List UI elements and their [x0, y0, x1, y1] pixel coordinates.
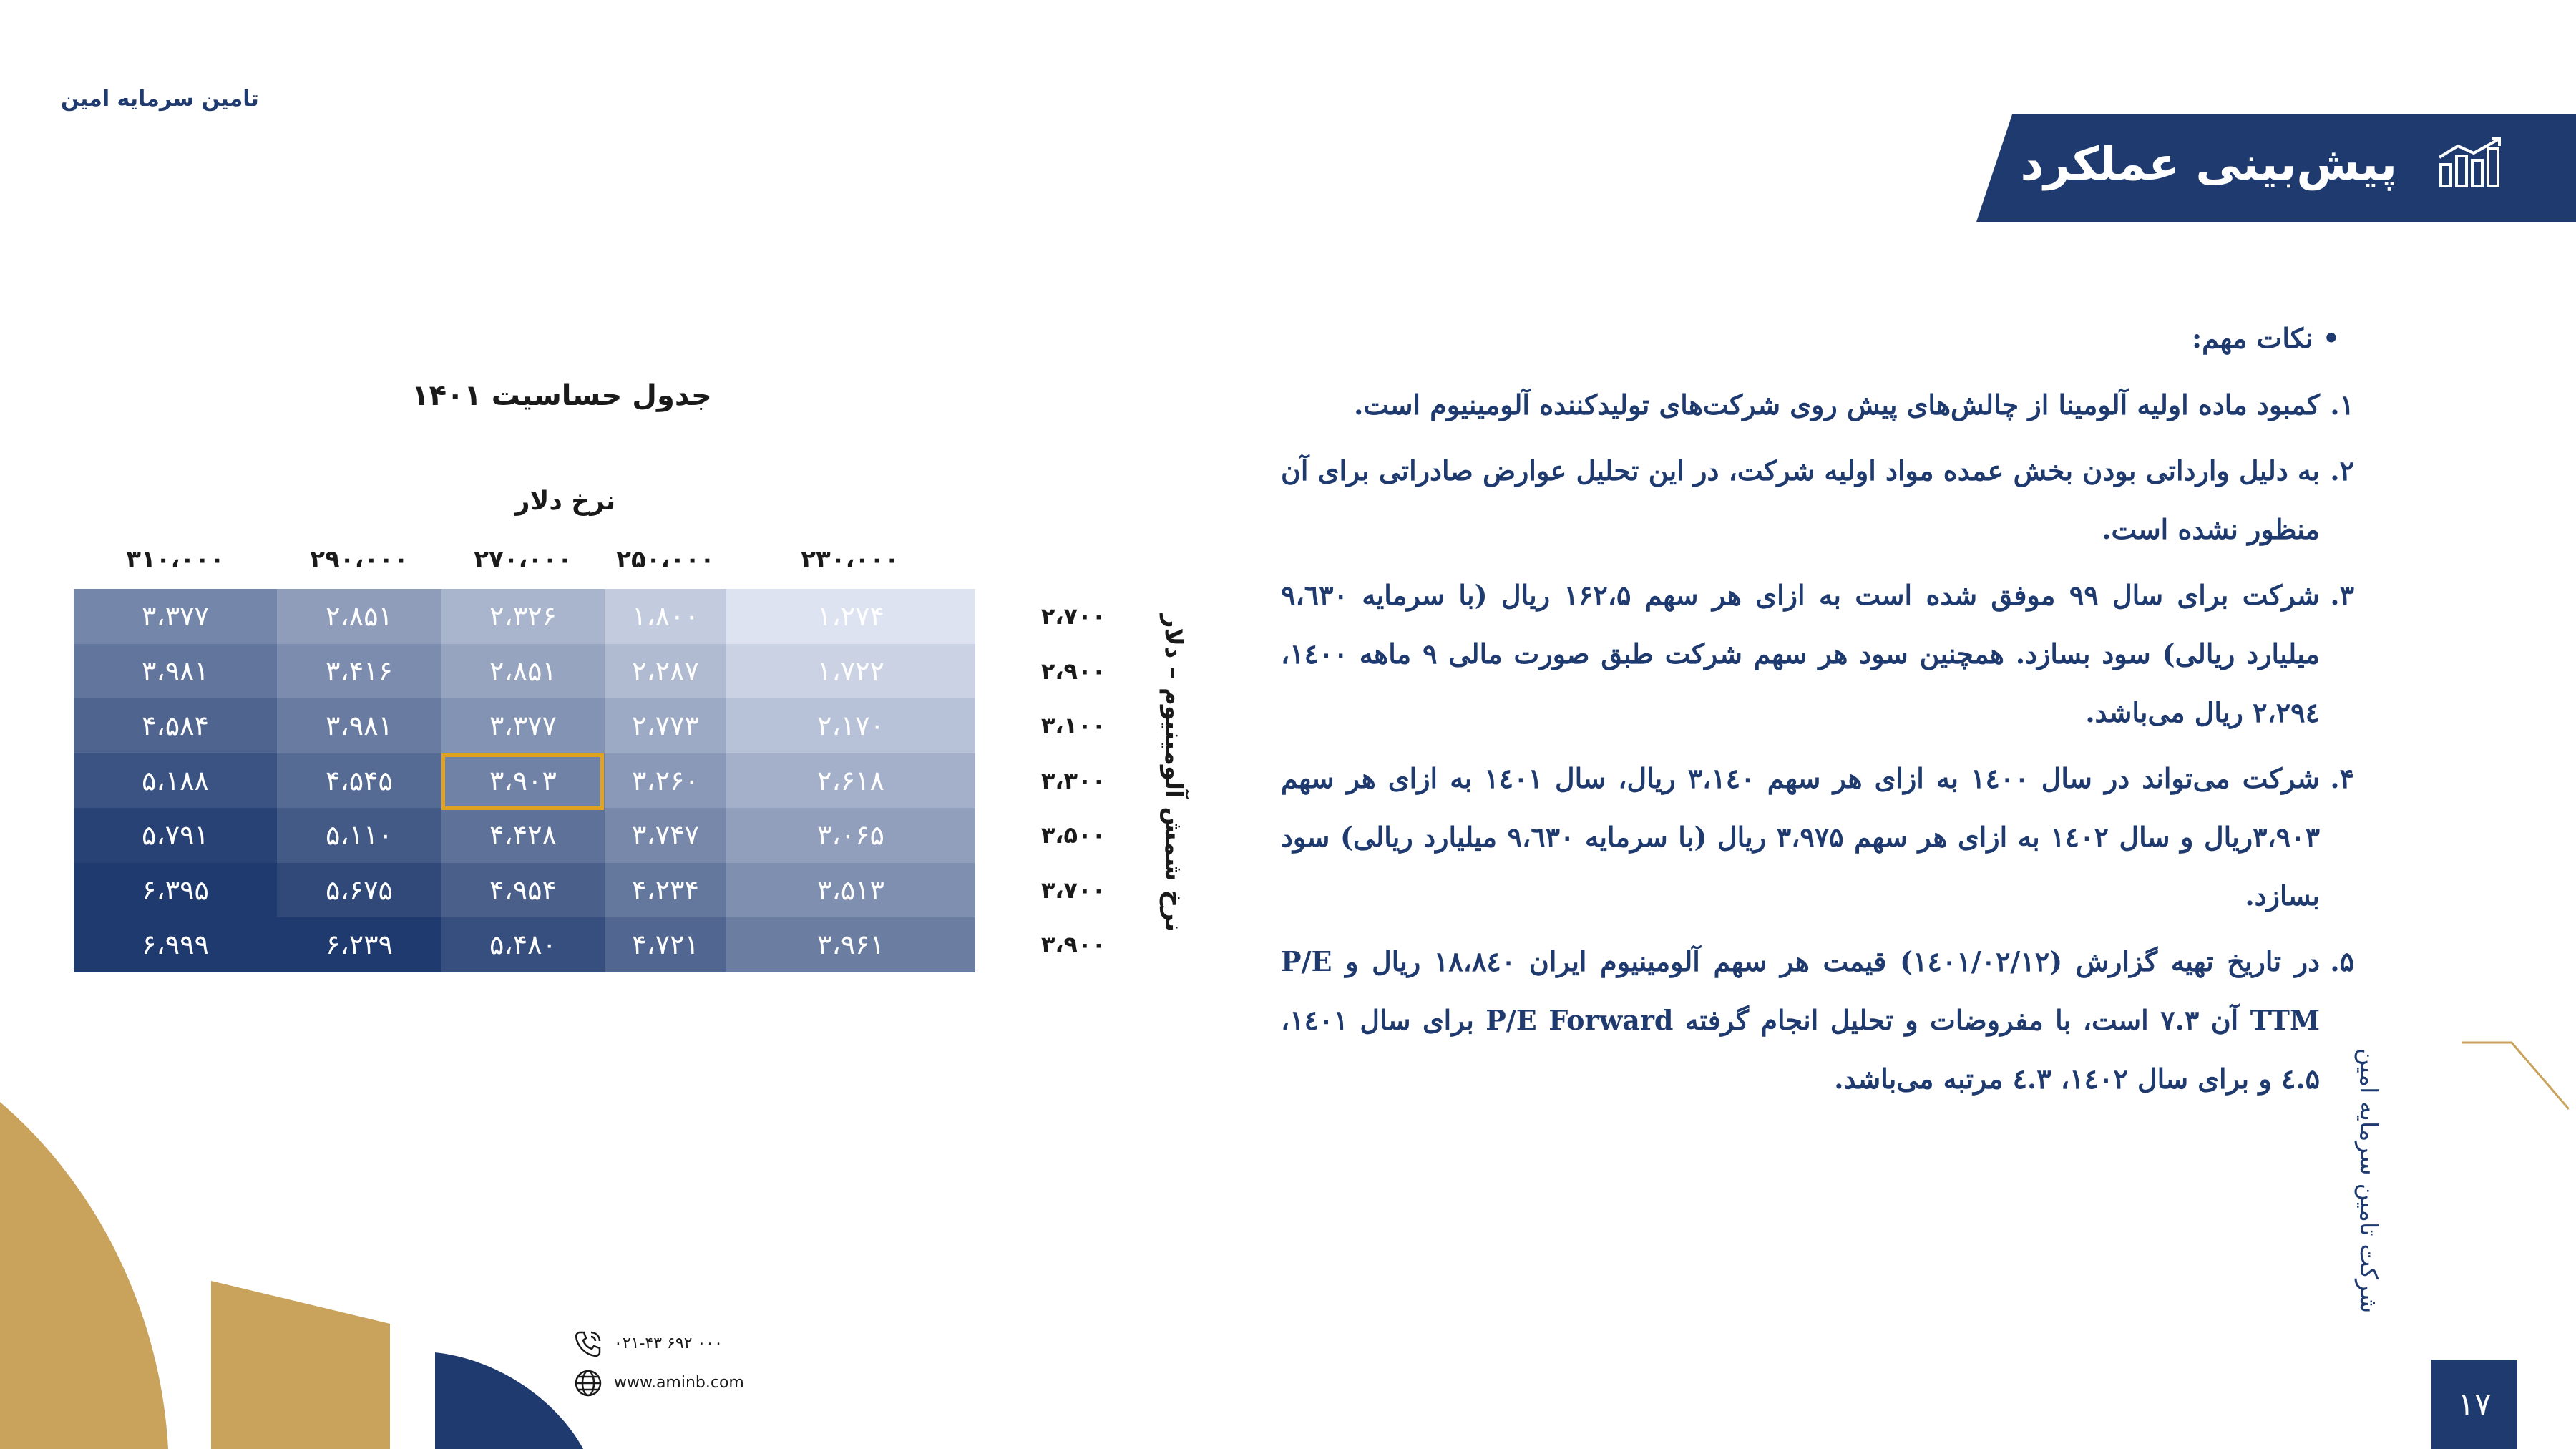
- table-cell: ۱،۸۰۰: [605, 589, 726, 644]
- table-cell: ۳،۳۷۷: [74, 589, 277, 644]
- note-text: در تاریخ تهیه گزارش (۱٤۰۱/۰۲/۱۲) قیمت هر سهم آلومینیوم ایران ۱۸،۸٤۰ ریال و P/E TTM آن ۷.۳ است، با مفروضات و تحلیل انجام گرفته P/E Forward برای سال ۱٤۰۱، ٤.۵ و برای سال ۱٤۰۲، ٤.۳ مرتبه می‌باشد.: [1281, 945, 2321, 1095]
- column-header: ۲۳۰،۰۰۰: [801, 545, 899, 574]
- table-cell: ۲،۳۲۶: [441, 589, 605, 644]
- note-number: ۳.: [2330, 579, 2354, 611]
- website-row: [572, 1363, 744, 1402]
- table-cell: ۲،۸۵۱: [277, 589, 441, 644]
- note-item: [1281, 441, 2354, 559]
- table-cell: ۵،۱۸۸: [74, 753, 277, 809]
- table-cell: ۵،۱۱۰: [277, 808, 441, 863]
- table-cell: ۱،۲۷۴: [726, 589, 975, 644]
- table-cell: ۲،۲۸۷: [605, 644, 726, 699]
- table-cell: ۳،۷۴۷: [605, 808, 726, 863]
- table-cell: ۴،۹۵۴: [441, 863, 605, 918]
- phone-icon: [572, 1328, 604, 1360]
- page-number: ۱۷: [2431, 1360, 2517, 1449]
- notes-section: [1281, 322, 2354, 1116]
- note-text: کمبود ماده اولیه آلومینا از چالش‌های پیش روی شرکت‌های تولیدکننده آلومینیوم است.: [1354, 389, 2320, 421]
- table-cell: ۳،۹۶۱: [726, 917, 975, 972]
- row-header: ۳،۷۰۰: [1040, 876, 1106, 904]
- row-header: ۳،۳۰۰: [1040, 766, 1106, 794]
- note-number: ۴.: [2330, 762, 2354, 794]
- table-cell: ۳،۳۷۷: [441, 698, 605, 753]
- note-text: به دلیل وارداتی بودن بخش عمده مواد اولیه شرکت، در این تحلیل عوارض صادراتی برای آن منظور نشده است.: [1281, 454, 2321, 545]
- table-cell: ۳،۹۸۱: [74, 644, 277, 699]
- table-cell: ۴،۴۲۸: [441, 808, 605, 863]
- highlight-cell-frame: [441, 753, 604, 810]
- note-text: شرکت می‌تواند در سال ۱٤۰۰ به ازای هر سهم ۳،۱٤۰ ریال، سال ۱٤۰۱ به ازای هر سهم ۳،۹۰۳ریال و سال ۱٤۰۲ به ازای هر سهم ۳،۹۷۵ ریال (با سرمایه ۹،٦۳۰ میلیارد ریالی) سود بسازد.: [1281, 762, 2320, 912]
- table-cell: ۶،۹۹۹: [74, 917, 277, 972]
- row-header: ۲،۷۰۰: [1040, 602, 1106, 630]
- company-logo: [61, 84, 259, 113]
- table-cell: ۴،۷۲۱: [605, 917, 726, 972]
- table-cell: ۵،۶۷۵: [277, 863, 441, 918]
- decorative-line: [2462, 1041, 2569, 1134]
- note-number: ۵.: [2330, 945, 2354, 977]
- table-cell: ۶،۲۳۹: [277, 917, 441, 972]
- note-item: [1281, 749, 2354, 925]
- table-cell: ۵،۷۹۱: [74, 808, 277, 863]
- note-text: شرکت برای سال ۹۹ موفق شده است به ازای هر سهم ۱۶۲،۵ ریال (با سرمایه ۹،٦۳۰ میلیارد ریالی) سود بسازد. همچنین سود هر سهم شرکت طبق صورت مالی ۹ ماهه ۱٤۰۰، ۲،۲۹٤ ریال می‌باشد.: [1281, 579, 2320, 728]
- note-item: [1281, 376, 2354, 434]
- page-title: پیش‌بینی عملکرد: [2020, 138, 2397, 191]
- table-cell: ۶،۳۹۵: [74, 863, 277, 918]
- column-header: ۲۵۰،۰۰۰: [616, 545, 715, 574]
- table-title: جدول حساسیت ۱۴۰۱: [411, 379, 712, 412]
- table-cell: ۳،۹۸۱: [277, 698, 441, 753]
- row-header: ۲،۹۰۰: [1040, 657, 1106, 685]
- table-cell: ۱،۷۲۲: [726, 644, 975, 699]
- column-header: ۲۷۰،۰۰۰: [474, 545, 572, 574]
- table-cell: ۵،۴۸۰: [441, 917, 605, 972]
- chart-bars-icon: [2436, 136, 2504, 190]
- note-item: [1281, 932, 2354, 1108]
- table-cell: ۴،۵۴۵: [277, 753, 441, 809]
- table-cell: ۳،۰۶۵: [726, 808, 975, 863]
- note-number: ۱.: [2330, 389, 2354, 421]
- notes-heading: • نکات مهم:: [2192, 322, 2340, 354]
- column-axis-label: نرخ دلار: [514, 487, 616, 516]
- table-cell: ۳،۲۶۰: [605, 753, 726, 809]
- company-name-vertical: شرکت تامین سرمایه امین: [2354, 1048, 2383, 1314]
- note-number: ۲.: [2330, 454, 2354, 487]
- row-header: ۳،۱۰۰: [1040, 712, 1106, 739]
- phone-number: ۰۲۱-۴۳ ۶۹۲ ۰۰۰: [614, 1335, 723, 1352]
- table-cell: ۲،۱۷۰: [726, 698, 975, 753]
- column-header: ۳۱۰،۰۰۰: [126, 545, 225, 574]
- row-axis-label: نرخ شمش آلومینیوم – دلار: [1159, 613, 1188, 932]
- contact-info: [572, 1324, 744, 1402]
- logo-text: تامین سرمایه امین: [61, 86, 259, 112]
- table-cell: ۲،۸۵۱: [441, 644, 605, 699]
- table-cell: ۴،۵۸۴: [74, 698, 277, 753]
- table-cell: ۳،۴۱۶: [277, 644, 441, 699]
- table-cell: ۴،۲۳۴: [605, 863, 726, 918]
- table-cell: ۲،۶۱۸: [726, 753, 975, 809]
- table-cell: ۳،۵۱۳: [726, 863, 975, 918]
- table-cell: ۳،۹۰۳: [441, 753, 605, 809]
- decorative-shapes: [0, 1102, 658, 1449]
- row-header: ۳،۵۰۰: [1040, 821, 1106, 849]
- note-item: [1281, 566, 2354, 742]
- globe-icon: [572, 1367, 604, 1399]
- website-link[interactable]: www.aminb.com: [614, 1374, 744, 1392]
- row-header: ۳،۹۰۰: [1040, 931, 1106, 958]
- column-header: ۲۹۰،۰۰۰: [310, 545, 409, 574]
- table-cell: ۲،۷۷۳: [605, 698, 726, 753]
- phone-row: [572, 1324, 744, 1363]
